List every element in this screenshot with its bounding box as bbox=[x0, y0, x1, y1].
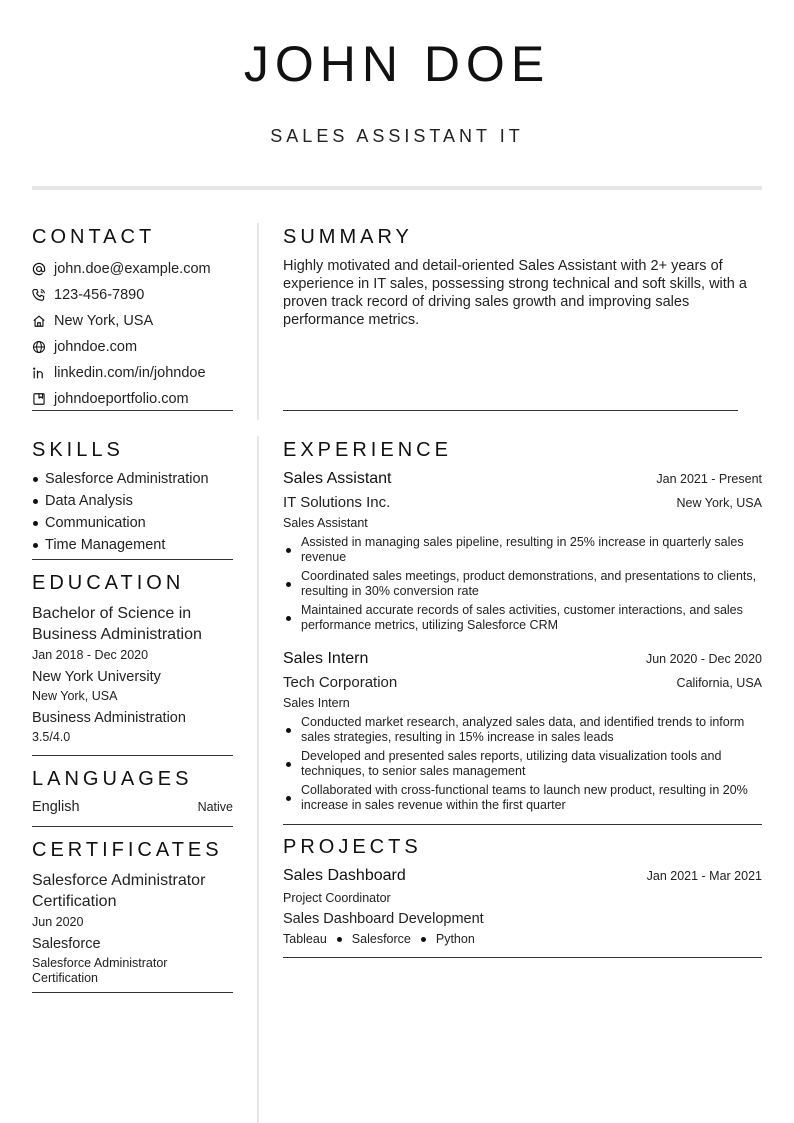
job-header bbox=[283, 470, 762, 488]
projects-heading: PROJECTS bbox=[283, 836, 422, 858]
job-bullet: Conducted market research, analyzed sales data, and identified trends to inform sales strategies, resulting in 15% increase in sales leads bbox=[283, 715, 762, 745]
tech-item: Tableau bbox=[283, 932, 327, 946]
experience-heading: EXPERIENCE bbox=[283, 439, 452, 461]
education-dates: Jan 2018 - Dec 2020 bbox=[32, 648, 149, 662]
contact-linkedin[interactable] bbox=[32, 360, 237, 386]
contact-divider bbox=[32, 410, 233, 411]
contact-location bbox=[32, 308, 237, 334]
skills-list bbox=[32, 468, 237, 556]
bullet-icon bbox=[421, 937, 426, 942]
education-gpa: 3.5/4.0 bbox=[32, 730, 71, 744]
job-company: IT Solutions Inc. bbox=[283, 494, 391, 511]
job-bullet: Coordinated sales meetings, product demonstrations, and presentations to clients, resulting in 30% conversion rate bbox=[283, 569, 762, 599]
contact-portfolio[interactable] bbox=[32, 386, 237, 412]
tech-item: Salesforce bbox=[351, 932, 411, 946]
language-name: English bbox=[32, 799, 80, 815]
job-role: Sales Assistant bbox=[283, 516, 368, 530]
bullet-icon bbox=[33, 543, 38, 548]
languages-heading: LANGUAGES bbox=[32, 768, 193, 790]
contact-website-text: johndoe.com bbox=[54, 339, 138, 355]
summary-text: Highly motivated and detail-oriented Sales Assistant with 2+ years of experience in IT sales, possessing strong technical and soft skills, with a proven track record of driving sales growth and improving sales performance metrics. bbox=[283, 258, 747, 328]
contact-phone-text: 123-456-7890 bbox=[54, 287, 145, 303]
bullet-icon bbox=[33, 521, 38, 526]
job-location: New York, USA bbox=[676, 496, 762, 510]
job-bullets bbox=[283, 535, 762, 637]
skill-label: Communication bbox=[45, 515, 146, 531]
certificate-description: Salesforce Administrator Certification bbox=[32, 956, 168, 985]
project-header bbox=[283, 867, 762, 885]
contact-email-text: john.doe@example.com bbox=[54, 261, 211, 277]
job-company: Tech Corporation bbox=[283, 674, 398, 691]
job-title: Sales Assistant bbox=[283, 470, 392, 487]
project-subtitle: Sales Dashboard Development bbox=[283, 911, 484, 927]
education-location: New York, USA bbox=[32, 689, 118, 703]
bullet-icon bbox=[33, 499, 38, 504]
education-field: Business Administration bbox=[32, 710, 186, 726]
language-row bbox=[32, 799, 233, 815]
certificate-title: Salesforce Administrator Certification bbox=[32, 872, 206, 910]
project-dates: Jan 2021 - Mar 2021 bbox=[646, 869, 762, 883]
job-location: California, USA bbox=[676, 676, 762, 690]
portfolio-icon bbox=[32, 392, 46, 406]
skill-item bbox=[32, 512, 237, 534]
column-divider-bottom bbox=[257, 436, 259, 1123]
linkedin-icon bbox=[32, 366, 46, 380]
job-bullets bbox=[283, 715, 762, 817]
job-dates: Jan 2021 - Present bbox=[656, 472, 762, 486]
job-role: Sales Intern bbox=[283, 696, 350, 710]
skills-heading: SKILLS bbox=[32, 439, 124, 461]
education-school: New York University bbox=[32, 669, 161, 685]
job-header bbox=[283, 650, 762, 668]
contact-website[interactable] bbox=[32, 334, 237, 360]
skill-label: Time Management bbox=[45, 537, 166, 553]
summary-divider bbox=[283, 410, 738, 411]
certificates-heading: CERTIFICATES bbox=[32, 839, 223, 861]
certificate-date: Jun 2020 bbox=[32, 915, 84, 929]
education-divider bbox=[32, 755, 233, 756]
languages-divider bbox=[32, 826, 233, 827]
resume-name: JOHN DOE bbox=[243, 36, 551, 92]
job-title: Sales Intern bbox=[283, 650, 369, 667]
contact-phone[interactable] bbox=[32, 282, 237, 308]
job-company-row bbox=[283, 674, 762, 691]
skill-item bbox=[32, 490, 237, 512]
job-bullet: Assisted in managing sales pipeline, resulting in 25% increase in quarterly sales revenue bbox=[283, 535, 762, 565]
job-bullet: Collaborated with cross-functional teams to launch new product, resulting in 20% increase in sales revenue within the first quarter bbox=[283, 783, 762, 813]
summary-heading: SUMMARY bbox=[283, 226, 413, 248]
header-divider bbox=[32, 186, 762, 190]
contact-list bbox=[32, 256, 237, 412]
education-degree: Bachelor of Science in Business Administration bbox=[32, 605, 202, 643]
bullet-icon bbox=[33, 477, 38, 482]
certificates-divider bbox=[32, 992, 233, 993]
language-level: Native bbox=[197, 800, 233, 814]
skill-label: Salesforce Administration bbox=[45, 471, 209, 487]
contact-portfolio-text: johndoeportfolio.com bbox=[54, 391, 189, 407]
globe-icon bbox=[32, 340, 46, 354]
project-title: Sales Dashboard bbox=[283, 867, 406, 884]
column-divider-top bbox=[257, 223, 259, 420]
phone-icon bbox=[32, 288, 46, 302]
education-heading: EDUCATION bbox=[32, 572, 185, 594]
projects-divider bbox=[283, 957, 762, 958]
at-icon bbox=[32, 262, 46, 276]
job-company-row bbox=[283, 494, 762, 511]
project-tech-list bbox=[283, 932, 475, 946]
job-bullet: Developed and presented sales reports, utilizing data visualization tools and techniques, to senior sales management bbox=[283, 749, 762, 779]
project-role: Project Coordinator bbox=[283, 891, 391, 905]
certificate-issuer: Salesforce bbox=[32, 936, 101, 952]
contact-linkedin-text: linkedin.com/in/johndoe bbox=[54, 365, 206, 381]
contact-location-text: New York, USA bbox=[54, 313, 154, 329]
tech-item: Python bbox=[435, 932, 475, 946]
experience-divider bbox=[283, 824, 762, 825]
job-bullet: Maintained accurate records of sales activities, customer interactions, and sales performance metrics, utilizing Salesforce CRM bbox=[283, 603, 762, 633]
contact-heading: CONTACT bbox=[32, 226, 156, 248]
skill-label: Data Analysis bbox=[45, 493, 133, 509]
contact-email[interactable] bbox=[32, 256, 237, 282]
skill-item bbox=[32, 468, 237, 490]
skill-item bbox=[32, 534, 237, 556]
job-dates: Jun 2020 - Dec 2020 bbox=[645, 652, 762, 666]
resume-job-title: SALES ASSISTANT IT bbox=[270, 126, 524, 146]
home-icon bbox=[32, 314, 46, 328]
bullet-icon bbox=[337, 937, 342, 942]
skills-divider bbox=[32, 559, 233, 560]
